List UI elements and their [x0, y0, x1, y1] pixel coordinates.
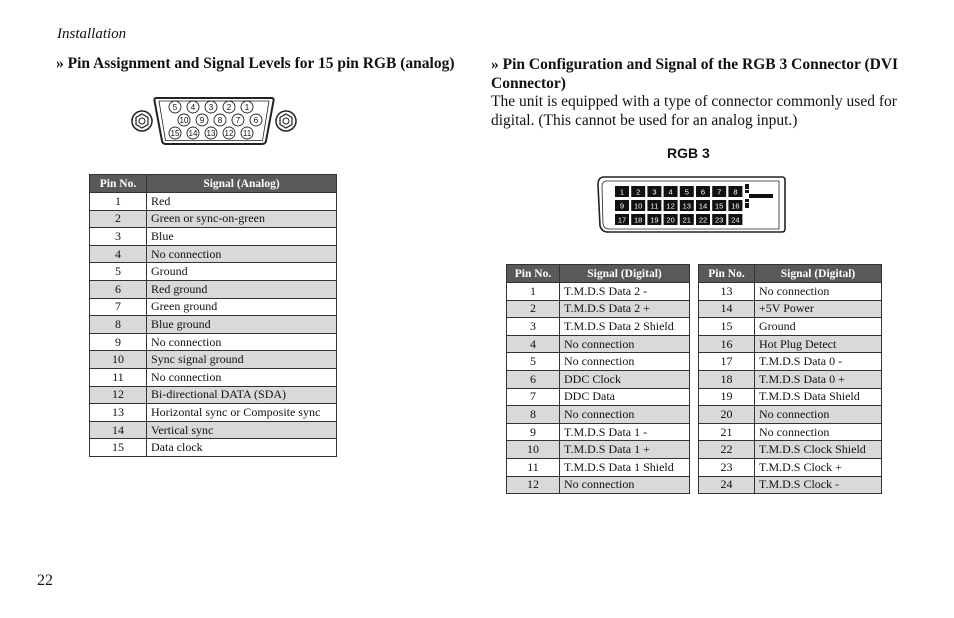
dvi-pin-label: 14 — [698, 201, 708, 211]
dvi-description: The unit is equipped with a type of connector commonly used for digital. (This cannot be used for an analog input.) — [491, 93, 897, 129]
signal-cell: T.M.D.S Data 0 + — [755, 370, 882, 388]
dvi-pin-label: 16 — [731, 201, 740, 211]
vga-pin — [205, 101, 217, 113]
vga-pin-label: 15 — [170, 129, 180, 138]
col-header-signal: Signal (Analog) — [147, 175, 337, 193]
dvi-pin — [664, 186, 678, 197]
vga-pin — [196, 114, 208, 126]
pin-number-cell: 9 — [507, 423, 560, 441]
vga-pin-label: 5 — [172, 103, 178, 112]
signal-cell: DDC Data — [560, 388, 690, 406]
table-row — [699, 441, 882, 459]
dvi-pin-label: 5 — [684, 187, 689, 197]
dvi-pin-label: 20 — [666, 215, 675, 225]
table-row — [90, 193, 337, 211]
table-row — [699, 335, 882, 353]
table-row — [90, 368, 337, 386]
pin-number-cell: 11 — [507, 458, 560, 476]
vga-pin — [232, 114, 244, 126]
section-label: Installation — [57, 26, 127, 42]
signal-cell: No connection — [147, 245, 337, 263]
table-row — [699, 423, 882, 441]
signal-cell: Ground — [755, 318, 882, 336]
dvi-pin — [728, 200, 742, 211]
vga-connector-diagram — [128, 93, 303, 149]
dvi-pin-label: 17 — [617, 215, 627, 225]
table-row — [699, 370, 882, 388]
col-header-signal: Signal (Digital) — [560, 265, 690, 283]
signal-cell: T.M.D.S Data 2 Shield — [560, 318, 690, 336]
dvi-pin-label: 22 — [698, 215, 708, 225]
signal-cell: T.M.D.S Data 1 + — [560, 441, 690, 459]
vga-pin — [223, 127, 235, 139]
dvi-connector-diagram — [596, 174, 788, 240]
signal-cell: T.M.D.S Data 1 - — [560, 423, 690, 441]
pin-number-cell: 22 — [699, 441, 755, 459]
pin-number-cell: 6 — [507, 370, 560, 388]
pin-number-cell: 21 — [699, 423, 755, 441]
table-row — [507, 335, 690, 353]
pin-number-cell: 14 — [699, 300, 755, 318]
dvi-pin-label: 18 — [634, 215, 643, 225]
signal-cell: Horizontal sync or Composite sync — [147, 404, 337, 422]
table-row — [507, 423, 690, 441]
dvi-pin-label: 15 — [715, 201, 724, 211]
pin-number-cell: 23 — [699, 458, 755, 476]
vga-left-screw — [132, 111, 152, 131]
vga-pin — [205, 127, 217, 139]
pin-number-cell: 14 — [90, 421, 147, 439]
signal-cell: Blue — [147, 228, 337, 246]
dvi-pin-label: 9 — [619, 201, 625, 211]
table-row — [507, 476, 690, 494]
pin-number-cell: 3 — [90, 228, 147, 246]
pin-number-cell: 13 — [90, 404, 147, 422]
signal-cell: T.M.D.S Data 1 Shield — [560, 458, 690, 476]
signal-cell: Green ground — [147, 298, 337, 316]
dvi-pin — [631, 200, 645, 211]
dvi-pin — [712, 200, 726, 211]
table-row — [90, 351, 337, 369]
vga-pin-label: 9 — [199, 116, 205, 125]
table-row — [507, 318, 690, 336]
pin-number-cell: 7 — [507, 388, 560, 406]
pin-number-cell: 1 — [507, 283, 560, 301]
signal-cell: Sync signal ground — [147, 351, 337, 369]
vga-pin — [187, 127, 199, 139]
signal-cell: Green or sync-on-green — [147, 210, 337, 228]
vga-pin — [169, 101, 181, 113]
pin-number-cell: 19 — [699, 388, 755, 406]
signal-cell: DDC Clock — [560, 370, 690, 388]
pin-number-cell: 2 — [90, 210, 147, 228]
dvi-pin-label: 19 — [650, 215, 659, 225]
pin-number-cell: 1 — [90, 193, 147, 211]
pin-number-cell: 7 — [90, 298, 147, 316]
dvi-pin-label: 24 — [731, 215, 740, 225]
dvi-pin-label: 2 — [636, 187, 641, 197]
col-header-pin: Pin No. — [90, 175, 147, 193]
signal-cell: T.M.D.S Data Shield — [755, 388, 882, 406]
dvi-pin-label: 4 — [668, 187, 673, 197]
table-row — [699, 300, 882, 318]
dvi-pin-label: 10 — [634, 201, 643, 211]
signal-cell: Blue ground — [147, 316, 337, 334]
pin-number-cell: 16 — [699, 335, 755, 353]
table-row — [507, 300, 690, 318]
pin-number-cell: 18 — [699, 370, 755, 388]
signal-cell: T.M.D.S Data 2 - — [560, 283, 690, 301]
dvi-pin — [647, 200, 661, 211]
signal-cell: No connection — [755, 406, 882, 424]
signal-cell: T.M.D.S Data 2 + — [560, 300, 690, 318]
signal-cell: Hot Plug Detect — [755, 335, 882, 353]
page-number: 22 — [37, 572, 53, 589]
dvi-pin-label: 21 — [682, 215, 691, 225]
signal-cell: No connection — [755, 283, 882, 301]
vga-pin-label: 14 — [188, 129, 198, 138]
rgb3-title: RGB 3 — [667, 145, 710, 161]
dvi-pin-label: 11 — [650, 201, 659, 211]
dvi-pin — [696, 200, 710, 211]
vga-pin-label: 3 — [208, 103, 214, 112]
signal-cell: Ground — [147, 263, 337, 281]
table-row — [90, 404, 337, 422]
dvi-pin — [680, 200, 694, 211]
dvi-pin — [728, 186, 742, 197]
signal-cell: +5V Power — [755, 300, 882, 318]
table-row — [90, 333, 337, 351]
pin-number-cell: 24 — [699, 476, 755, 494]
pin-number-cell: 17 — [699, 353, 755, 371]
vga-heading: » Pin Assignment and Signal Levels for 15 pin RGB (analog) — [56, 55, 455, 72]
table-row — [507, 370, 690, 388]
table-row — [699, 283, 882, 301]
dvi-pin-label: 12 — [666, 201, 675, 211]
dvi-pin — [647, 186, 661, 197]
dvi-pin — [647, 214, 661, 225]
signal-cell: T.M.D.S Data 0 - — [755, 353, 882, 371]
table-row — [90, 245, 337, 263]
table-row — [90, 298, 337, 316]
table-row — [507, 353, 690, 371]
pin-number-cell: 12 — [507, 476, 560, 494]
table-row — [507, 283, 690, 301]
signal-cell: Red — [147, 193, 337, 211]
table-row — [90, 316, 337, 334]
vga-pin-label: 4 — [190, 103, 196, 112]
table-row — [90, 210, 337, 228]
dvi-pin-label: 23 — [715, 215, 724, 225]
table-row — [699, 406, 882, 424]
table-row — [507, 388, 690, 406]
dvi-pin — [615, 200, 629, 211]
table-row — [90, 263, 337, 281]
pin-number-cell: 15 — [699, 318, 755, 336]
vga-pin-label: 2 — [226, 103, 232, 112]
vga-pin — [187, 101, 199, 113]
pin-number-cell: 15 — [90, 439, 147, 457]
dvi-pin-label: 8 — [733, 187, 738, 197]
table-row — [699, 353, 882, 371]
col-header-signal: Signal (Digital) — [755, 265, 882, 283]
dvi-pin-label: 1 — [619, 187, 625, 197]
dvi-heading: » Pin Configuration and Signal of the RGB 3 Connector (DVI Connector) — [491, 56, 899, 92]
digital-pin-table-2 — [698, 264, 882, 494]
table-row — [507, 406, 690, 424]
vga-pin — [241, 101, 253, 113]
table-row — [507, 441, 690, 459]
analog-pin-table — [89, 174, 337, 457]
vga-right-screw — [276, 111, 296, 131]
table-row — [699, 476, 882, 494]
dvi-pin — [712, 214, 726, 225]
vga-pin-label: 11 — [242, 129, 252, 138]
vga-pin — [178, 114, 190, 126]
table-row — [699, 388, 882, 406]
vga-pin — [214, 114, 226, 126]
signal-cell: No connection — [560, 335, 690, 353]
signal-cell: No connection — [560, 406, 690, 424]
col-header-pin: Pin No. — [507, 265, 560, 283]
table-row — [699, 458, 882, 476]
pin-number-cell: 10 — [507, 441, 560, 459]
vga-pin-label: 10 — [179, 116, 189, 125]
signal-cell: No connection — [755, 423, 882, 441]
table-row — [90, 421, 337, 439]
signal-cell: T.M.D.S Clock + — [755, 458, 882, 476]
pin-number-cell: 5 — [507, 353, 560, 371]
pin-number-cell: 5 — [90, 263, 147, 281]
dvi-ground-blade — [745, 184, 773, 208]
dvi-pin — [680, 186, 694, 197]
signal-cell: No connection — [560, 353, 690, 371]
pin-number-cell: 3 — [507, 318, 560, 336]
dvi-pin — [664, 214, 678, 225]
dvi-pin — [680, 214, 694, 225]
dvi-pin-label: 3 — [652, 187, 657, 197]
dvi-pin — [696, 186, 710, 197]
dvi-pin — [631, 214, 645, 225]
signal-cell: No connection — [147, 333, 337, 351]
signal-cell: T.M.D.S Clock Shield — [755, 441, 882, 459]
pin-number-cell: 6 — [90, 280, 147, 298]
table-row — [507, 458, 690, 476]
dvi-pin — [712, 186, 726, 197]
dvi-pin — [696, 214, 710, 225]
pin-number-cell: 20 — [699, 406, 755, 424]
vga-pin — [250, 114, 262, 126]
pin-number-cell: 8 — [90, 316, 147, 334]
dvi-pin — [631, 186, 645, 197]
digital-pin-table-1 — [506, 264, 690, 494]
dvi-pin-label: 7 — [717, 187, 722, 197]
signal-cell: Bi-directional DATA (SDA) — [147, 386, 337, 404]
table-row — [90, 228, 337, 246]
table-row — [90, 386, 337, 404]
vga-pin-label: 7 — [235, 116, 241, 125]
signal-cell: Red ground — [147, 280, 337, 298]
pin-number-cell: 10 — [90, 351, 147, 369]
vga-pin-label: 8 — [217, 116, 223, 125]
pin-number-cell: 9 — [90, 333, 147, 351]
table-row — [90, 280, 337, 298]
pin-number-cell: 4 — [507, 335, 560, 353]
dvi-pin — [728, 214, 742, 225]
pin-number-cell: 2 — [507, 300, 560, 318]
dvi-pin — [615, 186, 629, 197]
signal-cell: No connection — [147, 368, 337, 386]
dvi-pin-label: 6 — [700, 187, 706, 197]
signal-cell: Vertical sync — [147, 421, 337, 439]
dvi-pin — [664, 200, 678, 211]
signal-cell: No connection — [560, 476, 690, 494]
dvi-pin — [615, 214, 629, 225]
vga-pin-label: 1 — [244, 103, 250, 112]
vga-pin-label: 6 — [253, 116, 259, 125]
table-row — [699, 318, 882, 336]
pin-number-cell: 8 — [507, 406, 560, 424]
pin-number-cell: 12 — [90, 386, 147, 404]
col-header-pin: Pin No. — [699, 265, 755, 283]
pin-number-cell: 4 — [90, 245, 147, 263]
signal-cell: T.M.D.S Clock - — [755, 476, 882, 494]
vga-pin — [223, 101, 235, 113]
signal-cell: Data clock — [147, 439, 337, 457]
vga-pin-label: 12 — [224, 129, 234, 138]
dvi-pin-label: 13 — [682, 201, 691, 211]
vga-pin — [241, 127, 253, 139]
vga-pin — [169, 127, 181, 139]
table-row — [90, 439, 337, 457]
pin-number-cell: 13 — [699, 283, 755, 301]
vga-pin-label: 13 — [206, 129, 216, 138]
pin-number-cell: 11 — [90, 368, 147, 386]
